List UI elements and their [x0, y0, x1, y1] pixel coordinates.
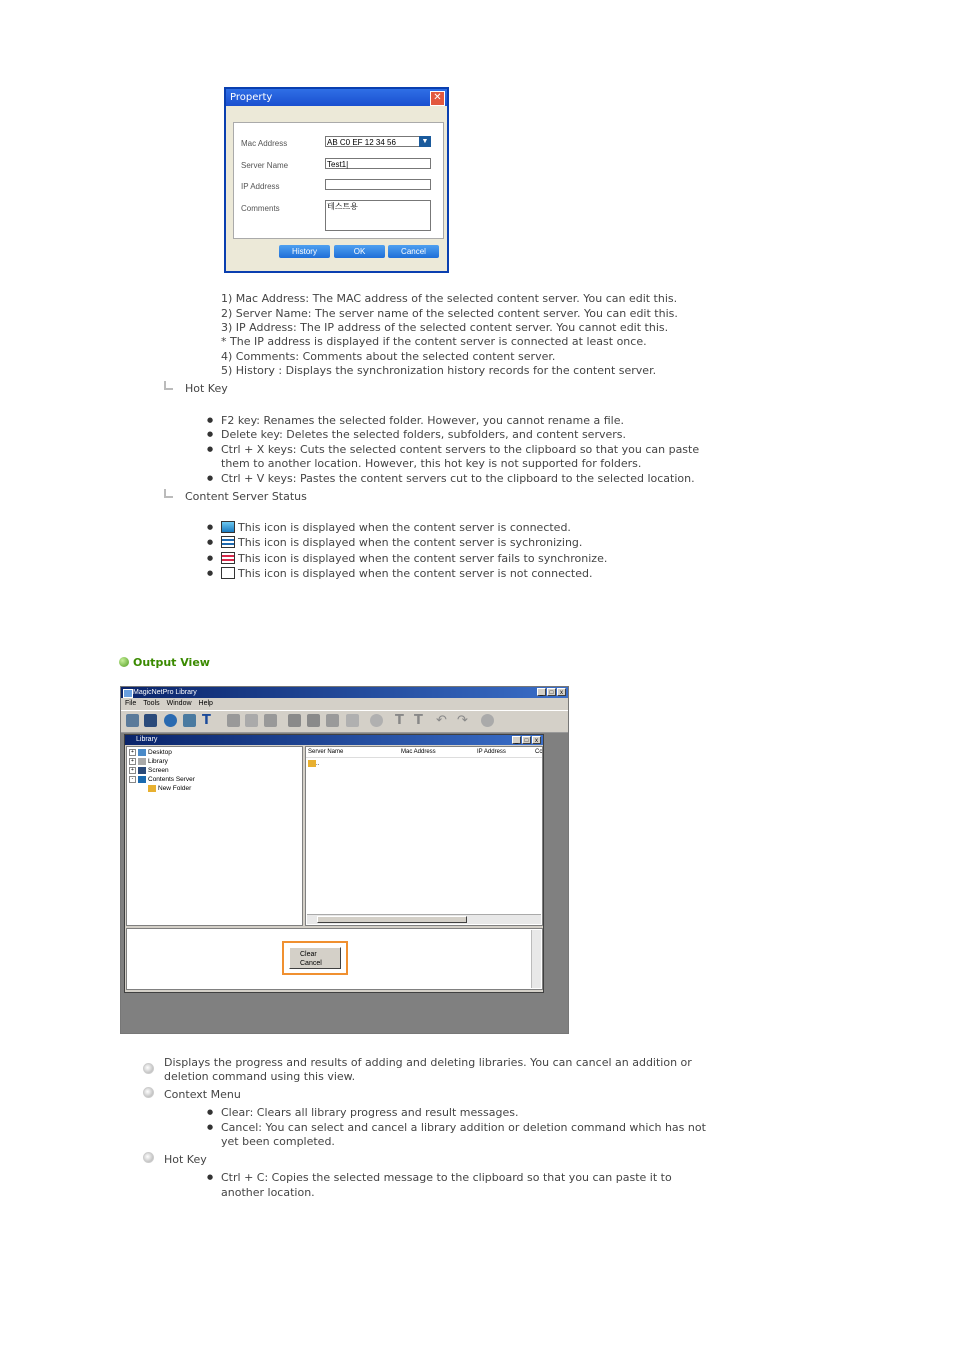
output-view-heading: Output View	[133, 656, 210, 669]
monitor-icon[interactable]	[144, 714, 157, 727]
tree-item-screen[interactable]: + Screen	[129, 767, 169, 774]
refresh-icon[interactable]	[370, 714, 383, 727]
desktop-icon	[138, 749, 146, 756]
hot-key-heading: Hot Key	[185, 382, 228, 395]
mac-address-value: AB C0 EF 12 34 56	[327, 138, 396, 147]
trash-icon[interactable]	[346, 714, 359, 727]
collapse-icon[interactable]: -	[129, 776, 136, 783]
disconnected-icon	[221, 567, 235, 579]
dialog-title-bar	[226, 89, 447, 106]
schedule-icon[interactable]	[164, 714, 177, 727]
text-tool-icon[interactable]: T	[202, 713, 211, 728]
folder-icon	[308, 760, 316, 767]
chevron-down-icon[interactable]: ▼	[419, 136, 431, 147]
library-title-bar	[125, 735, 543, 745]
mac-address-field[interactable]	[325, 136, 431, 147]
toolbar	[121, 710, 568, 733]
heading-corner-icon	[164, 489, 173, 498]
app-title: MagicNetPro Library	[133, 689, 197, 696]
hot-key-item: ● Delete key: Deletes the selected folders, subfolders, and content servers.	[221, 428, 626, 441]
context-menu-cancel[interactable]: Cancel	[300, 960, 322, 967]
server-status-heading: Content Server Status	[185, 490, 307, 503]
output-view-panel	[126, 928, 543, 990]
maximize-icon[interactable]: □	[547, 688, 556, 696]
connected-icon	[221, 521, 235, 533]
close-icon[interactable]: x	[532, 736, 541, 744]
hot-key-item: ● Ctrl + X keys: Cuts the selected content servers to the clipboard so that you can paste	[221, 443, 699, 456]
section-bullet-icon	[143, 1063, 154, 1074]
tree-item-desktop[interactable]: + Desktop	[129, 749, 172, 756]
note-server-name: 2) Server Name: The server name of the selected content server. You can edit this.	[221, 307, 678, 320]
ip-address-label: IP Address	[241, 182, 280, 191]
context-menu-item: ● Cancel: You can select and cancel a library addition or deletion command which has not	[221, 1121, 706, 1134]
close-icon[interactable]: x	[557, 688, 566, 696]
add-icon[interactable]	[288, 714, 301, 727]
menu-file[interactable]: File	[125, 700, 137, 707]
section-bullet-icon	[143, 1087, 154, 1098]
section-bullet-icon	[143, 1152, 154, 1163]
library-tree	[126, 746, 303, 926]
comments-label: Comments	[241, 204, 280, 213]
expand-icon[interactable]: +	[129, 767, 136, 774]
context-menu	[289, 947, 341, 969]
comments-field[interactable]: 테스트용	[325, 200, 431, 231]
server-list	[305, 746, 543, 926]
history-button[interactable]: History	[279, 245, 330, 258]
ok-button[interactable]: OK	[334, 245, 385, 258]
note-comments: 4) Comments: Comments about the selected content server.	[221, 350, 556, 363]
redo-icon[interactable]: ↷	[457, 713, 468, 728]
sync-failed-icon	[221, 552, 235, 564]
column-ip-address[interactable]: IP Address	[477, 749, 506, 755]
server-name-field[interactable]: Test1|	[325, 158, 431, 169]
column-mac-address[interactable]: Mac Address	[401, 749, 436, 755]
minimize-icon[interactable]: _	[537, 688, 546, 696]
app-logo-icon	[123, 689, 133, 698]
section-bullet-icon	[119, 657, 129, 667]
dialog-fields-panel	[233, 122, 444, 239]
mac-address-label: Mac Address	[241, 139, 288, 148]
horizontal-scrollbar[interactable]	[307, 914, 541, 924]
output-hot-key-heading: Hot Key	[164, 1153, 207, 1166]
property-dialog	[224, 87, 449, 273]
list-item[interactable]: ..	[308, 760, 319, 767]
save-icon[interactable]	[245, 714, 258, 727]
expand-icon[interactable]: +	[129, 749, 136, 756]
output-view-description-continued: deletion command using this view.	[164, 1070, 356, 1083]
status-item-synchronizing: ● This icon is displayed when the content server is sychronizing.	[221, 536, 582, 549]
library-title: Library	[136, 736, 158, 743]
context-menu-item-continued: yet been completed.	[221, 1135, 335, 1148]
menu-tools[interactable]: Tools	[143, 700, 160, 707]
context-menu-clear[interactable]: Clear	[300, 951, 317, 958]
synchronizing-icon	[221, 536, 235, 548]
dialog-title: Property	[230, 92, 273, 103]
info-icon[interactable]	[481, 714, 494, 727]
tree-item-new-folder[interactable]: New Folder	[148, 785, 191, 792]
note-ip-address-hint: * The IP address is displayed if the content server is connected at least once.	[221, 335, 647, 348]
column-server-name[interactable]: Server Name	[308, 749, 344, 755]
font-size-down-icon[interactable]: T	[414, 713, 423, 728]
cancel-button[interactable]: Cancel	[388, 245, 439, 258]
context-menu-item: ● Clear: Clears all library progress and result messages.	[221, 1106, 518, 1119]
maximize-icon[interactable]: □	[522, 736, 531, 744]
tree-item-contents-server[interactable]: - Contents Server	[129, 776, 195, 783]
hot-key-item-continued: them to another location. However, this hot key is not supported for folders.	[221, 457, 642, 470]
tree-item-library[interactable]: + Library	[129, 758, 168, 765]
folder-icon	[148, 785, 156, 792]
screen-icon	[138, 767, 146, 774]
hot-key-item: ● F2 key: Renames the selected folder. However, you cannot rename a file.	[221, 414, 624, 427]
status-item-sync-failed: ● This icon is displayed when the content server fails to synchronize.	[221, 552, 607, 565]
status-item-connected: ● This icon is displayed when the content server is connected.	[221, 521, 571, 534]
menu-bar	[121, 698, 568, 710]
edit-icon[interactable]	[227, 714, 240, 727]
font-size-up-icon[interactable]: T	[395, 713, 404, 728]
output-hot-key-item-continued: another location.	[221, 1186, 315, 1199]
copy-icon[interactable]	[307, 714, 320, 727]
app-title-bar	[121, 687, 568, 698]
network-icon[interactable]	[183, 714, 196, 727]
library-icon	[138, 758, 146, 765]
context-menu-heading: Context Menu	[164, 1088, 241, 1101]
context-menu-highlight	[282, 941, 348, 975]
column-comments[interactable]: Cc	[535, 749, 543, 755]
minimize-icon[interactable]: _	[512, 736, 521, 744]
expand-icon[interactable]: +	[129, 758, 136, 765]
status-item-disconnected: ● This icon is displayed when the content server is not connected.	[221, 567, 592, 580]
server-icon	[138, 776, 146, 783]
move-icon[interactable]	[326, 714, 339, 727]
open-icon[interactable]	[264, 714, 277, 727]
note-history: 5) History : Displays the synchronization history records for the content server.	[221, 364, 657, 377]
list-header	[306, 749, 542, 758]
scrollbar-thumb[interactable]	[317, 916, 467, 923]
ip-address-field	[325, 179, 431, 190]
menu-help[interactable]: Help	[198, 700, 213, 707]
close-icon[interactable]: ✕	[430, 91, 445, 106]
server-name-label: Server Name	[241, 161, 289, 170]
upload-icon[interactable]	[126, 714, 139, 727]
heading-corner-icon	[164, 381, 173, 390]
output-hot-key-item: ● Ctrl + C: Copies the selected message to the clipboard so that you can paste it to	[221, 1171, 672, 1184]
library-panel	[124, 734, 544, 993]
hot-key-item: ● Ctrl + V keys: Pastes the content servers cut to the clipboard to the selected location.	[221, 472, 695, 485]
library-app-window	[120, 686, 569, 1034]
vertical-scrollbar[interactable]	[531, 930, 541, 988]
note-mac-address: 1) Mac Address: The MAC address of the selected content server. You can edit this.	[221, 292, 678, 305]
output-view-description: Displays the progress and results of adding and deleting libraries. You can cancel an addition or	[164, 1056, 692, 1069]
note-ip-address: 3) IP Address: The IP address of the selected content server. You cannot edit this.	[221, 321, 669, 334]
undo-icon[interactable]: ↶	[436, 713, 447, 728]
menu-window[interactable]: Window	[166, 700, 192, 707]
